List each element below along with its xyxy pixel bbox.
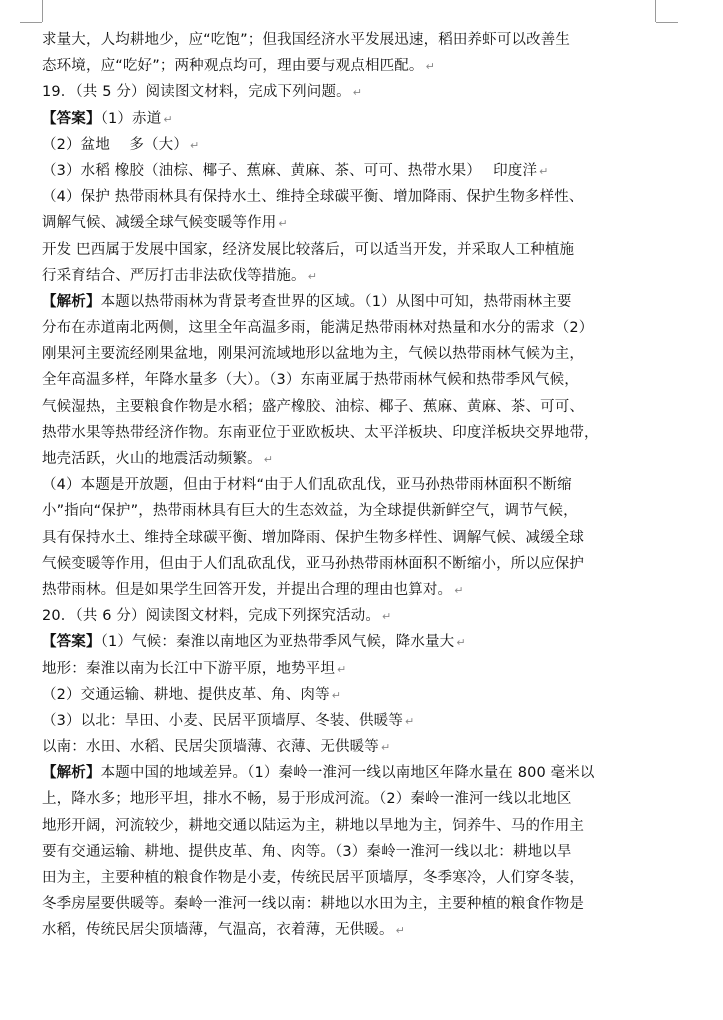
crop-mark-top-left-vertical <box>42 0 43 22</box>
text-line-content: 求量大，人均耕地少，应“吃饱”；但我国经济水平发展迅速，稻田养虾可以改善生 <box>42 32 571 48</box>
text-line-content: （4）本题是开放题，但由于材料“由于人们乱砍乱伐，亚马孙热带雨林面积不断缩 <box>42 477 572 494</box>
text-line <box>42 263 658 289</box>
paragraph-mark: ↵ <box>539 164 549 178</box>
crop-mark-top-right-horizontal <box>656 22 678 23</box>
text-line-content: 【解析】本题以热带雨林为背景考查世界的区域。（1）从图中可知，热带雨林主要 <box>42 293 572 310</box>
paragraph-mark: ↵ <box>425 60 435 74</box>
text-line-content: （2）盆地 多（大） <box>42 136 188 153</box>
text-line-content: 要有交通运输、耕地、提供皮革、角、肉等。（3）秦岭一淮河一线以北：耕地以旱 <box>42 843 572 860</box>
section-label: 【解析】 <box>42 293 101 310</box>
text-line-content: 开发 巴西属于发展中国家，经济发展比较落后，可以适当开发，并采取人工种植施 <box>42 241 575 258</box>
text-line <box>42 577 658 603</box>
section-label: 【答案】 <box>42 634 101 651</box>
text-line-content: 水稻，传统民居尖顶墙薄，气温高，衣着薄，无供暖。 <box>42 922 394 939</box>
text-line-content: 田为主，主要种植的粮食作物是小麦，传统民居平顶墙厚，冬季寒冷，人们穿冬装， <box>42 870 585 886</box>
paragraph-mark: ↵ <box>456 636 466 650</box>
text-line-content: 以南：水田、水稻、民居尖顶墙薄、衣薄、无供暖等 <box>42 739 379 756</box>
section-label: 【答案】 <box>42 110 101 127</box>
text-line-content: （2）交通运输、耕地、提供皮革、角、肉等 <box>42 686 330 703</box>
text-line-content: 热带雨林。但是如果学生回答开发，并提出合理的理由也算对。 <box>42 581 453 598</box>
paragraph-mark: ↵ <box>380 741 391 755</box>
text-line <box>42 786 658 812</box>
text-line <box>42 525 658 551</box>
text-line <box>42 603 658 629</box>
paragraph-mark: ↵ <box>352 86 363 100</box>
paragraph-mark: ↵ <box>163 112 173 126</box>
text-line <box>42 106 658 132</box>
text-line <box>42 158 658 184</box>
text-line-content: 气候湿热，主要粮食作物是水稻；盛产橡胶、油棕、椰子、蕉麻、黄麻、茶、可可、 <box>42 398 585 415</box>
text-line <box>42 656 658 682</box>
text-line <box>42 53 658 79</box>
text-line <box>42 210 658 236</box>
text-line-content: 20．（共 6 分）阅读图文材料，完成下列探究活动。 <box>42 608 381 625</box>
text-line <box>42 813 658 839</box>
paragraph-mark: ↵ <box>263 453 274 466</box>
section-label: 【解析】 <box>42 765 101 782</box>
paragraph-mark: ↵ <box>189 138 200 152</box>
paragraph-mark: ↵ <box>337 662 347 676</box>
document-body <box>42 27 658 944</box>
text-line <box>42 917 658 943</box>
paragraph-mark: ↵ <box>278 217 288 231</box>
paragraph-mark: ↵ <box>404 714 415 728</box>
text-line-content: （4）保护 热带雨林具有保持水土、维持全球碳平衡、增加降雨、保护生物多样性、 <box>42 189 584 206</box>
text-line <box>42 184 658 210</box>
text-line <box>42 682 658 708</box>
text-line <box>42 420 658 446</box>
text-line-content: 态环境，应“吃好”；两种观点均可，理由要与观点相匹配。 <box>42 58 424 75</box>
text-line <box>42 472 658 498</box>
text-line-content: 刚果河主要流经刚果盆地，刚果河流域地形以盆地为主，气候以热带雨林气候为主， <box>42 346 585 363</box>
crop-mark-top-right-vertical <box>655 0 656 22</box>
text-line-content: 上，降水多；地形平坦，排水不畅，易于形成河流。（2）秦岭一淮河一线以北地区 <box>42 791 572 808</box>
text-line-content: 小”指向“保护”，热带雨林具有巨大的生态效益，为全球提供新鲜空气，调节气候， <box>42 503 578 520</box>
text-line <box>42 498 658 524</box>
text-line-content: （3）以北：旱田、小麦、民居平顶墙厚、冬装、供暖等 <box>42 712 403 729</box>
paragraph-mark: ↵ <box>331 688 342 702</box>
text-line-content: 调解气候、减缓全球气候变暖等作用 <box>42 215 277 232</box>
text-line-content: 地壳活跃，火山的地震活动频繁。 <box>42 451 262 467</box>
crop-mark-top-left-horizontal <box>20 22 42 23</box>
text-line-content: 分布在赤道南北两侧，这里全年高温多雨，能满足热带雨林对热量和水分的需求（2） <box>42 320 594 337</box>
text-line-content: 热带水果等热带经济作物。东南亚位于亚欧板块、太平洋板块、印度洋板块交界地带， <box>42 424 599 441</box>
text-line-content: 【答案】（1）气候：秦淮以南地区为亚热带季风气候，降水量大 <box>42 634 455 651</box>
text-line-content: （3）水稻 橡胶（油棕、椰子、蕉麻、黄麻、茶、可可、热带水果） 印度洋 <box>42 162 538 179</box>
text-line <box>42 865 658 891</box>
text-line <box>42 446 658 472</box>
paragraph-mark: ↵ <box>307 269 318 283</box>
paragraph-mark: ↵ <box>395 924 405 938</box>
text-line <box>42 367 658 393</box>
text-line <box>42 760 658 786</box>
text-line <box>42 289 658 315</box>
text-line-content: 具有保持水土、维持全球碳平衡、增加降雨、保护生物多样性、调解气候、减缓全球 <box>42 529 585 546</box>
text-line <box>42 708 658 734</box>
text-line <box>42 629 658 655</box>
text-line <box>42 839 658 865</box>
paragraph-mark: ↵ <box>382 610 392 624</box>
text-line <box>42 132 658 158</box>
text-line-content: 地形：秦淮以南为长江中下游平原，地势平坦 <box>42 660 335 677</box>
text-line-content: 全年高温多样，年降水量多（大）。（3）东南亚属于热带雨林气候和热带季风气候， <box>42 372 579 389</box>
text-line-content: 【解析】本题中国的地域差异。（1）秦岭一淮河一线以南地区年降水量在 800 毫米以 <box>42 765 595 782</box>
text-line <box>42 891 658 917</box>
paragraph-mark: ↵ <box>454 583 464 597</box>
text-line <box>42 27 658 53</box>
text-line-content: 行采育结合、严厉打击非法砍伐等措施。 <box>42 267 306 284</box>
text-line <box>42 79 658 105</box>
text-line-content: 地形开阔，河流较少，耕地交通以陆运为主，耕地以旱地为主，饲养牛、马的作用主 <box>42 817 585 834</box>
text-line <box>42 341 658 367</box>
text-line <box>42 237 658 263</box>
text-line-content: 冬季房屋要供暖等。秦岭一淮河一线以南：耕地以水田为主，主要种植的粮食作物是 <box>42 896 585 913</box>
text-line-content: 气候变暖等作用，但由于人们乱砍乱伐，亚马孙热带雨林面积不断缩小，所以应保护 <box>42 555 585 572</box>
text-line <box>42 734 658 760</box>
text-line <box>42 551 658 577</box>
text-line-content: 【答案】（1）赤道 <box>42 110 162 127</box>
text-line <box>42 394 658 420</box>
text-line-content: 19．（共 5 分）阅读图文材料，完成下列问题。 <box>42 84 351 101</box>
text-line <box>42 315 658 341</box>
